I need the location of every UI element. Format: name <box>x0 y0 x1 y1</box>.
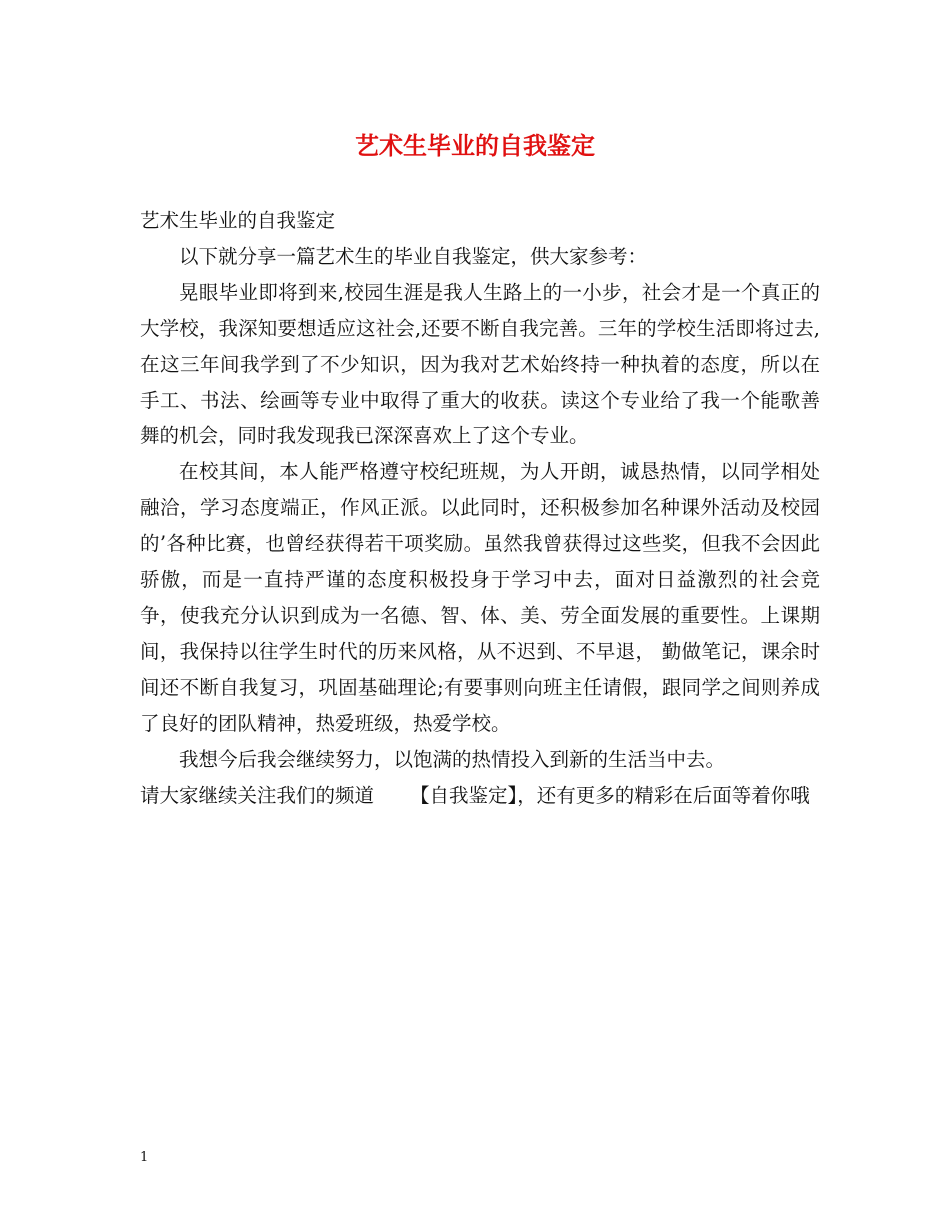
document-title: 艺术生毕业的自我鉴定 <box>355 132 595 160</box>
document-subtitle: 艺术生毕业的自我鉴定 <box>140 209 336 232</box>
paragraph-intro: 以下就分享一篇艺术生的毕业自我鉴定，供大家参考： <box>179 244 648 268</box>
document-body <box>140 203 820 813</box>
paragraph-school-life: 在校其间，本人能严格遵守校纪班规，为人开朗，诚恳热情，以同学相处融洽，学习态度端正，作风正派。以此同时，还积极参加名种课外活动及校园的’各种比赛，也曾经获得若干项奖励。虽然我曾获得过这些奖，但我不会因此骄傲，而是一直持严谨的态度积极投身于学习中去，面对日益激烈的社会竞争，使我充分认识到成为一名德、智、体、美、劳全面发展的重要性。上课期间，我保持以往学生时代的历来风格，从不迟到、不早退， 勤做笔记，课余时间还不断自我复习，巩固基础理论;有要事则向班主任请假，跟同学之间则养成了良好的团队精神，热爱班级，热爱学校。 <box>140 460 820 735</box>
channel-notice <box>140 778 820 814</box>
paragraph-graduation: 晃眼毕业即将到来,校园生涯是我人生路上的一小步，社会才是一个真正的大学校，我深知要想适应这社会,还要不断自我完善。三年的学校生活即将过去,在这三年间我学到了不少知识，因为我对艺术始终持一种执着的态度，所以在手工、书法、绘画等专业中取得了重大的收获。读这个专业给了我一个能歌善舞的机会，同时我发现我已深深喜欢上了这个专业。 <box>140 280 820 448</box>
page-number: 1 <box>140 1150 149 1165</box>
channel-notice-prefix: 请大家继续关注我们的频道 <box>140 783 375 807</box>
paragraph-future: 我想今后我会继续努力，以饱满的热情投入到新的生活当中去。 <box>179 747 726 771</box>
channel-notice-suffix: 【自我鉴定】，还有更多的精彩在后面等着你哦 <box>410 783 810 807</box>
